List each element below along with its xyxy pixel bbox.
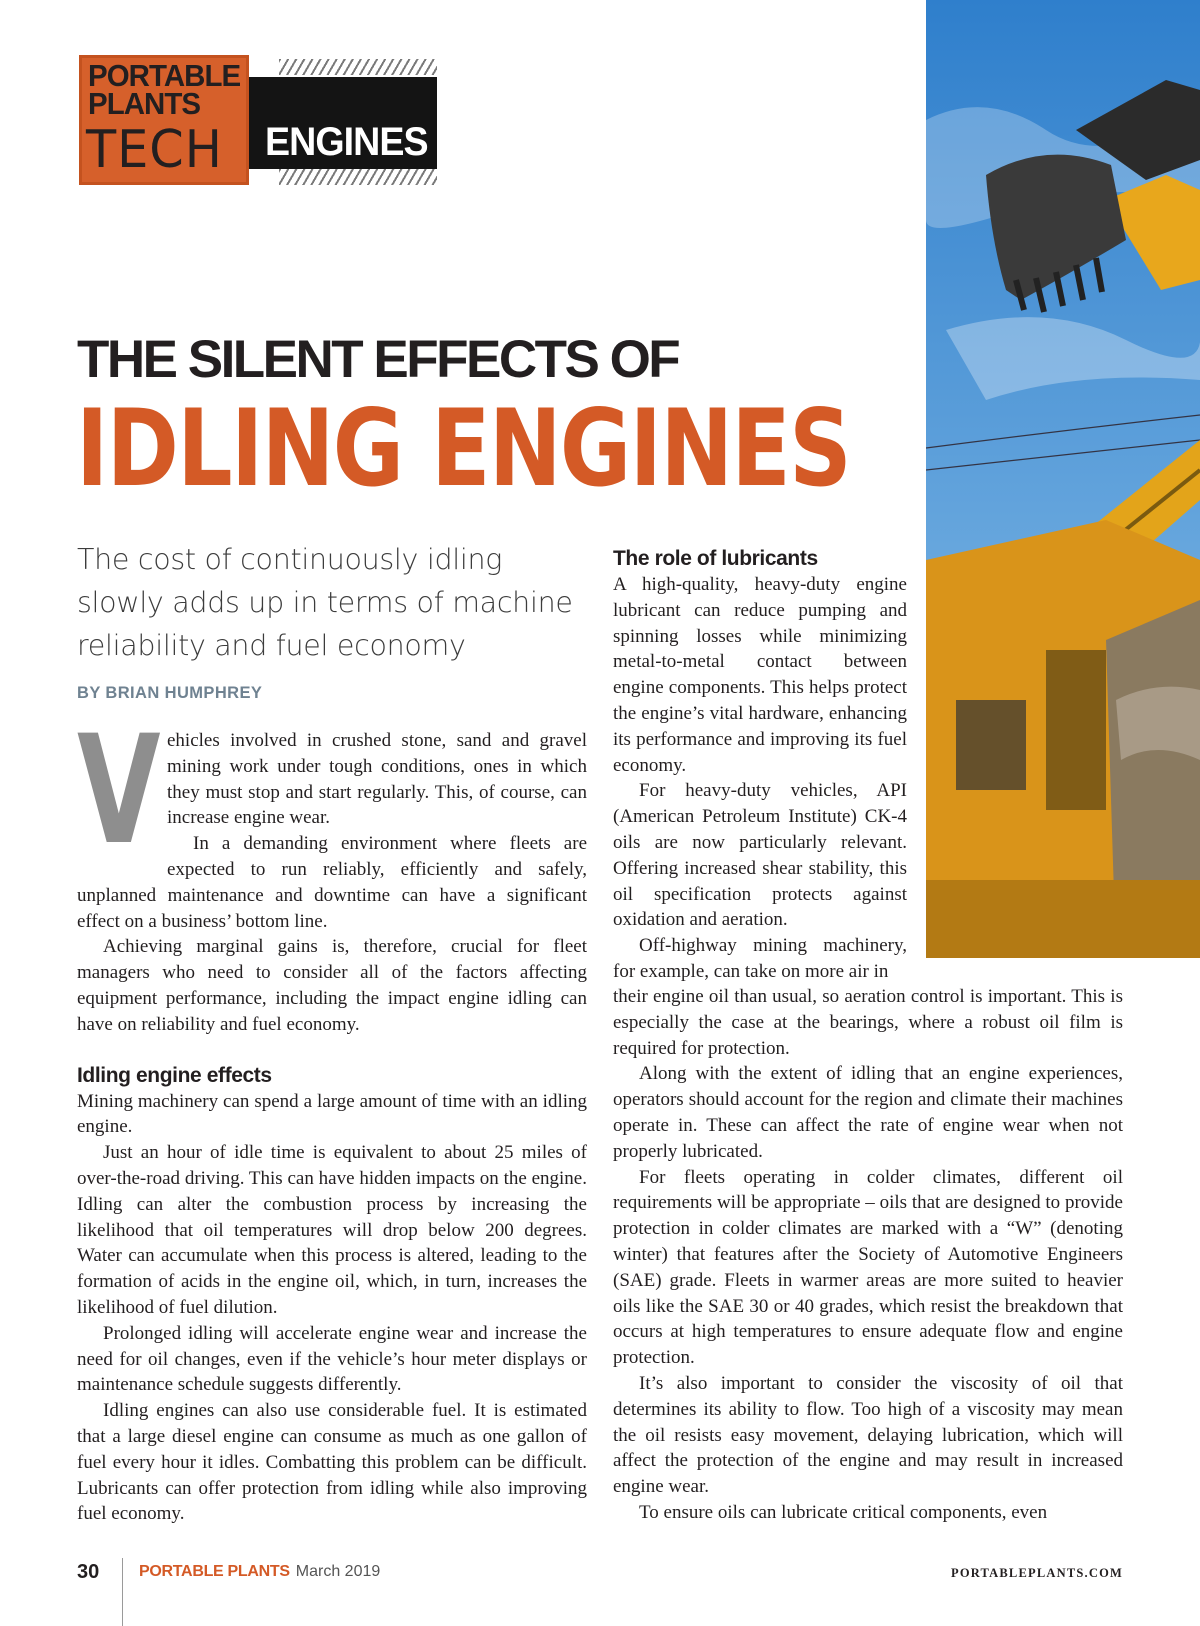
section-label: ENGINES xyxy=(265,120,428,164)
paragraph: It’s also important to consider the viscosity of oil that determines its ability to flow. Too high of a viscosity may mean the oil resists easy movement, delaying lubrication, which will affect the protection of the engine and may result in increased engine wear. xyxy=(613,1372,1123,1498)
paragraph: In a demanding environment where fleets are expected to run reliably, efficiently and safely, unplanned maintenance and downtime can have a significant effect on a business’ bottom line. xyxy=(77,833,587,932)
brand-name xyxy=(88,58,241,121)
brand-line-plants: PLANTS xyxy=(88,86,201,121)
paragraph: A high-quality, heavy-duty engine lubricant can reduce pumping and spinning losses while minimizing metal-to-metal contact between engine components. This helps protect the engine’s vital hardware, enhancing its performance and improving its fuel economy. xyxy=(613,574,907,776)
paragraph: Mining machinery can spend a large amount of time with an idling engine. xyxy=(77,1090,587,1138)
paragraph: ehicles involved in crushed stone, sand and gravel mining work under tough conditions, ones in which they must stop and start regularly. This, of course, can increase engine wear. xyxy=(167,730,587,829)
excavator-crusher-photo xyxy=(926,0,1200,958)
hatch-stripe-top xyxy=(279,59,437,75)
left-column xyxy=(77,704,587,1527)
right-column-bottom xyxy=(613,984,1123,1526)
paragraph: Idling engines can also use considerable fuel. It is estimated that a large diesel engine can consume as much as one gallon of fuel every hour it idles. Combatting this problem can be difficult. Lubricants can offer protection from idling while also improving fuel economy. xyxy=(77,1400,587,1525)
paragraph: Prolonged idling will accelerate engine wear and increase the need for oil changes, even if the vehicle’s hour meter displays or maintenance schedule suggests differently. xyxy=(77,1322,587,1396)
drop-cap: V xyxy=(77,704,161,878)
paragraph: their engine oil than usual, so aeration control is important. This is especially the case at the bearings, where a robust oil film is required for protection. xyxy=(613,986,1123,1059)
footer-divider xyxy=(122,1558,123,1626)
paragraph: Off-highway mining machinery, for example, can take on more air in xyxy=(613,935,907,982)
paragraph: For heavy-duty vehicles, API (American Petroleum Institute) CK-4 oils are now particularly relevant. Offering increased shear stability, this oil specification protects against oxidation and aeration. xyxy=(613,780,907,931)
headline-title: IDLING ENGINES xyxy=(76,387,851,510)
paragraph: For fleets operating in colder climates, different oil requirements will be appropriate – oils that are designed to provide protection in colder climates are marked with a “W” (denoting winter) that features after the Society of Automotive Engineers (SAE) grade. Fleets in warmer areas are more suited to heavier oils like the SAE 30 or 40 grades, which resist the breakdown that occurs at high temperatures to ensure adequate flow and engine protection. xyxy=(613,1166,1123,1369)
website-link[interactable]: PORTABLEPLANTS.COM xyxy=(951,1566,1123,1580)
article-deck: The cost of continuously idling slowly adds up in terms of machine reliability and fuel economy xyxy=(77,543,573,662)
paragraph: Achieving marginal gains is, therefore, crucial for fleet managers who need to consider all of the factors affecting equipment performance, including the impact engine idling can have on reliability and fuel economy. xyxy=(77,936,587,1035)
brand-line-tech: TECH xyxy=(86,120,223,180)
byline: BY BRIAN HUMPHREY xyxy=(77,684,263,702)
publication-name: PORTABLE PLANTS xyxy=(139,1563,290,1580)
section-label-box xyxy=(249,77,437,169)
section-heading: Idling engine effects xyxy=(77,1063,272,1087)
paragraph: Just an hour of idle time is equivalent to about 25 miles of over-the-road driving. This can have hidden impacts on the engine. Idling can alter the combustion process by increasing the likelihood that oil temperatures will drop below 200 degrees. Water can accumulate when this process is altered, leading to the formation of acids in the engine oil, which, in turn, increases the likelihood of fuel dilution. xyxy=(77,1142,587,1318)
headline-kicker: THE SILENT EFFECTS OF xyxy=(77,330,679,389)
section-heading: The role of lubricants xyxy=(613,547,818,570)
brand-line-portable: PORTABLE xyxy=(88,58,241,93)
brand-block xyxy=(79,55,249,185)
page-number: 30 xyxy=(77,1561,100,1583)
paragraph: To ensure oils can lubricate critical components, even xyxy=(639,1501,1048,1523)
issue-date: March 2019 xyxy=(295,1563,381,1580)
hatch-stripe-bottom xyxy=(279,169,437,185)
right-column-top xyxy=(613,546,907,985)
paragraph: Along with the extent of idling that an engine experiences, operators should account for the region and climate their machines operate in. These can affect the rate of engine wear when not properly lubricated. xyxy=(613,1063,1123,1162)
footer-publication xyxy=(139,1563,380,1581)
section-badge xyxy=(79,55,441,185)
